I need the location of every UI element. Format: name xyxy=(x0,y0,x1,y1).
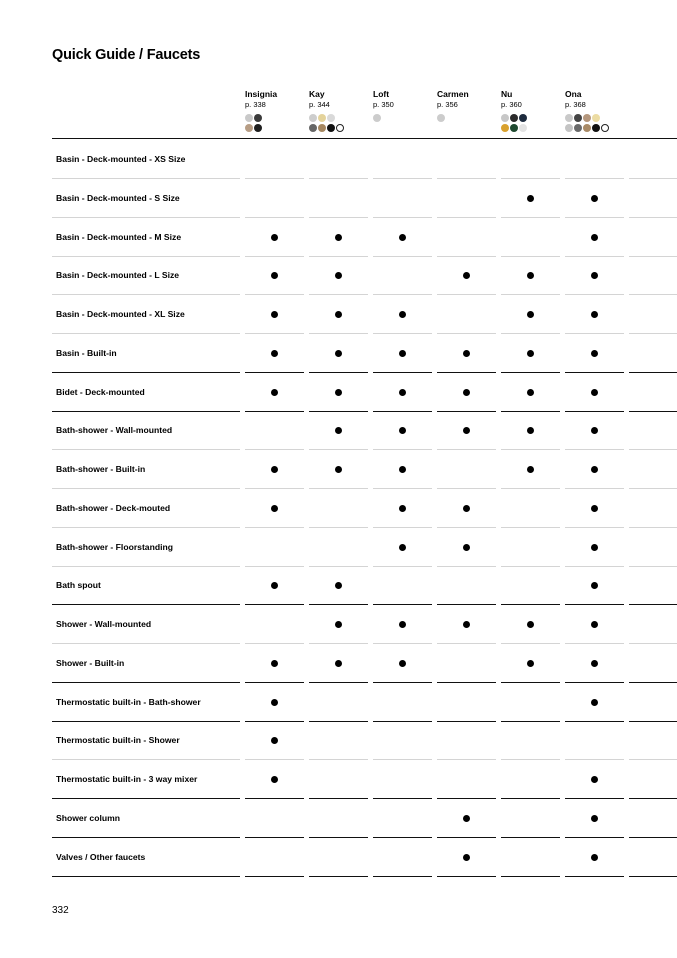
finish-swatch xyxy=(501,114,509,122)
row-label: Bath-shower - Floorstanding xyxy=(56,541,173,552)
finish-swatch xyxy=(309,124,317,132)
row-label: Bidet - Deck-mounted xyxy=(56,386,145,397)
table-row xyxy=(52,334,677,373)
availability-dot xyxy=(463,350,470,357)
finish-swatch-row xyxy=(437,114,497,122)
page-title: Quick Guide / Faucets xyxy=(52,47,201,63)
finish-swatch-row xyxy=(309,124,369,132)
availability-dot xyxy=(335,350,342,357)
availability-dot xyxy=(399,660,406,667)
column-page-ref: p. 360 xyxy=(501,100,522,109)
row-label: Basin - Deck-mounted - XL Size xyxy=(56,309,185,319)
availability-dot xyxy=(463,621,470,628)
table-row xyxy=(52,644,677,683)
row-label: Basin - Deck-mounted - L Size xyxy=(56,270,180,281)
finish-swatch-row xyxy=(501,114,561,122)
availability-dot xyxy=(335,582,342,589)
availability-dot xyxy=(527,272,534,279)
row-divider xyxy=(501,876,560,877)
availability-dot xyxy=(399,505,406,512)
table-row xyxy=(52,528,677,567)
availability-dot xyxy=(335,389,342,396)
row-label: Thermostatic built-in - Bath-shower xyxy=(56,696,201,707)
finish-swatch xyxy=(501,124,509,132)
finish-swatch xyxy=(510,114,518,122)
availability-dot xyxy=(591,854,598,861)
availability-dot xyxy=(335,466,342,473)
table-row xyxy=(52,450,677,489)
availability-dot xyxy=(591,311,598,318)
availability-dot xyxy=(463,272,470,279)
availability-dot xyxy=(591,505,598,512)
availability-dot xyxy=(399,311,406,318)
availability-dot xyxy=(527,427,534,434)
finish-swatch xyxy=(254,124,262,132)
column-name: Kay xyxy=(309,89,325,99)
table-row xyxy=(52,721,677,760)
row-divider xyxy=(565,876,624,877)
row-label: Basin - Deck-mounted - M Size xyxy=(56,231,182,242)
column-name: Ona xyxy=(565,89,582,99)
finish-swatch xyxy=(574,114,582,122)
availability-dot xyxy=(591,234,598,241)
row-label: Thermostatic built-in - 3 way mixer xyxy=(56,774,198,784)
finish-swatch-row xyxy=(245,114,305,122)
table-row xyxy=(52,605,677,644)
table-row xyxy=(52,489,677,528)
finish-swatch xyxy=(592,114,600,122)
column-name: Carmen xyxy=(437,89,469,99)
availability-dot xyxy=(591,699,598,706)
availability-dot xyxy=(271,776,278,783)
finish-swatch xyxy=(245,124,253,132)
finish-swatch xyxy=(327,124,335,132)
availability-dot xyxy=(271,582,278,589)
availability-dot xyxy=(271,311,278,318)
availability-dot xyxy=(591,466,598,473)
availability-dot xyxy=(399,389,406,396)
row-divider xyxy=(309,876,368,877)
availability-dot xyxy=(271,660,278,667)
finish-swatch-row xyxy=(565,114,625,122)
availability-dot xyxy=(527,195,534,202)
availability-dot xyxy=(399,234,406,241)
row-label: Bath-shower - Built-in xyxy=(56,464,146,474)
availability-dot xyxy=(335,234,342,241)
table-row xyxy=(52,218,677,257)
row-label: Valves / Other faucets xyxy=(56,851,146,862)
finish-swatch xyxy=(592,124,600,132)
finish-swatch xyxy=(565,114,573,122)
row-label: Basin - Deck-mounted - S Size xyxy=(56,192,180,203)
finish-swatch-row xyxy=(373,114,433,122)
availability-dot xyxy=(399,350,406,357)
table-row xyxy=(52,760,677,799)
finish-swatch xyxy=(510,124,518,132)
availability-dot xyxy=(271,699,278,706)
availability-dot xyxy=(271,466,278,473)
column-header-ona xyxy=(565,89,625,132)
table-row xyxy=(52,295,677,334)
column-header-insignia xyxy=(245,89,305,132)
availability-dot xyxy=(399,466,406,473)
finish-swatch xyxy=(318,114,326,122)
availability-dot xyxy=(527,389,534,396)
finish-swatch xyxy=(336,124,344,132)
availability-dot xyxy=(399,544,406,551)
finish-swatch-row xyxy=(309,114,369,122)
availability-dot xyxy=(527,350,534,357)
finish-swatch xyxy=(574,124,582,132)
row-divider xyxy=(629,876,677,877)
availability-dot xyxy=(591,776,598,783)
finish-swatch xyxy=(583,124,591,132)
availability-dot xyxy=(591,815,598,822)
header-divider xyxy=(52,138,677,139)
column-name: Nu xyxy=(501,89,513,99)
table-row xyxy=(52,256,677,295)
availability-dot xyxy=(335,311,342,318)
column-header-nu xyxy=(501,89,561,132)
finish-swatch xyxy=(245,114,253,122)
availability-dot xyxy=(271,350,278,357)
finish-swatch xyxy=(437,114,445,122)
availability-dot xyxy=(591,272,598,279)
availability-dot xyxy=(591,195,598,202)
finish-swatch xyxy=(309,114,317,122)
finish-swatch xyxy=(318,124,326,132)
row-label: Basin - Built-in xyxy=(56,347,117,358)
availability-dot xyxy=(591,350,598,357)
row-label: Thermostatic built-in - Shower xyxy=(56,735,180,746)
availability-dot xyxy=(463,389,470,396)
finish-swatch xyxy=(565,124,573,132)
availability-dot xyxy=(591,427,598,434)
availability-dot xyxy=(271,737,278,744)
availability-dot xyxy=(271,272,278,279)
availability-dot xyxy=(335,427,342,434)
finish-swatch xyxy=(254,114,262,122)
row-label: Bath-shower - Wall-mounted xyxy=(56,425,173,436)
availability-dot xyxy=(527,311,534,318)
column-page-ref: p. 356 xyxy=(437,100,458,109)
availability-dot xyxy=(335,621,342,628)
availability-dot xyxy=(527,621,534,628)
row-label: Shower - Built-in xyxy=(56,657,125,668)
availability-dot xyxy=(335,272,342,279)
availability-dot xyxy=(463,544,470,551)
finish-swatch xyxy=(327,114,335,122)
availability-dot xyxy=(399,427,406,434)
table-row xyxy=(52,411,677,450)
column-page-ref: p. 350 xyxy=(373,100,394,109)
table-row xyxy=(52,683,677,722)
page-number: 332 xyxy=(52,905,69,916)
column-header-carmen xyxy=(437,89,497,122)
column-page-ref: p. 344 xyxy=(309,100,330,109)
availability-dot xyxy=(527,660,534,667)
finish-swatch-row xyxy=(565,124,625,132)
row-label: Bath spout xyxy=(56,580,101,591)
availability-dot xyxy=(591,621,598,628)
availability-dot xyxy=(463,427,470,434)
availability-dot xyxy=(271,505,278,512)
finish-swatch xyxy=(519,114,527,122)
availability-dot xyxy=(463,854,470,861)
finish-swatch-row xyxy=(245,124,305,132)
column-name: Loft xyxy=(373,89,390,99)
table-row xyxy=(52,566,677,605)
row-label: Bath-shower - Deck-mouted xyxy=(56,502,171,513)
finish-swatch xyxy=(583,114,591,122)
row-label: Basin - Deck-mounted - XS Size xyxy=(56,154,186,164)
finish-swatch xyxy=(373,114,381,122)
table-row xyxy=(52,140,677,179)
availability-dot xyxy=(271,389,278,396)
availability-dot xyxy=(591,582,598,589)
finish-swatch-row xyxy=(501,124,561,132)
column-header-loft xyxy=(373,89,433,122)
column-page-ref: p. 368 xyxy=(565,100,586,109)
availability-dot xyxy=(591,660,598,667)
finish-swatch xyxy=(519,124,527,132)
row-divider xyxy=(437,876,496,877)
availability-dot xyxy=(463,505,470,512)
availability-dot xyxy=(591,544,598,551)
column-name: Insignia xyxy=(245,89,278,99)
availability-dot xyxy=(527,466,534,473)
table-row xyxy=(52,838,677,877)
availability-dot xyxy=(463,815,470,822)
column-header-kay xyxy=(309,89,369,132)
availability-dot xyxy=(335,660,342,667)
column-page-ref: p. 338 xyxy=(245,100,266,109)
row-divider xyxy=(245,876,304,877)
row-divider xyxy=(52,876,240,877)
availability-dot xyxy=(271,234,278,241)
row-label: Shower column xyxy=(56,812,120,823)
availability-dot xyxy=(399,621,406,628)
table-row xyxy=(52,179,677,218)
row-divider xyxy=(373,876,432,877)
row-label: Shower - Wall-mounted xyxy=(56,619,152,629)
availability-dot xyxy=(591,389,598,396)
finish-swatch xyxy=(601,124,609,132)
table-row xyxy=(52,799,677,838)
table-row xyxy=(52,373,677,412)
